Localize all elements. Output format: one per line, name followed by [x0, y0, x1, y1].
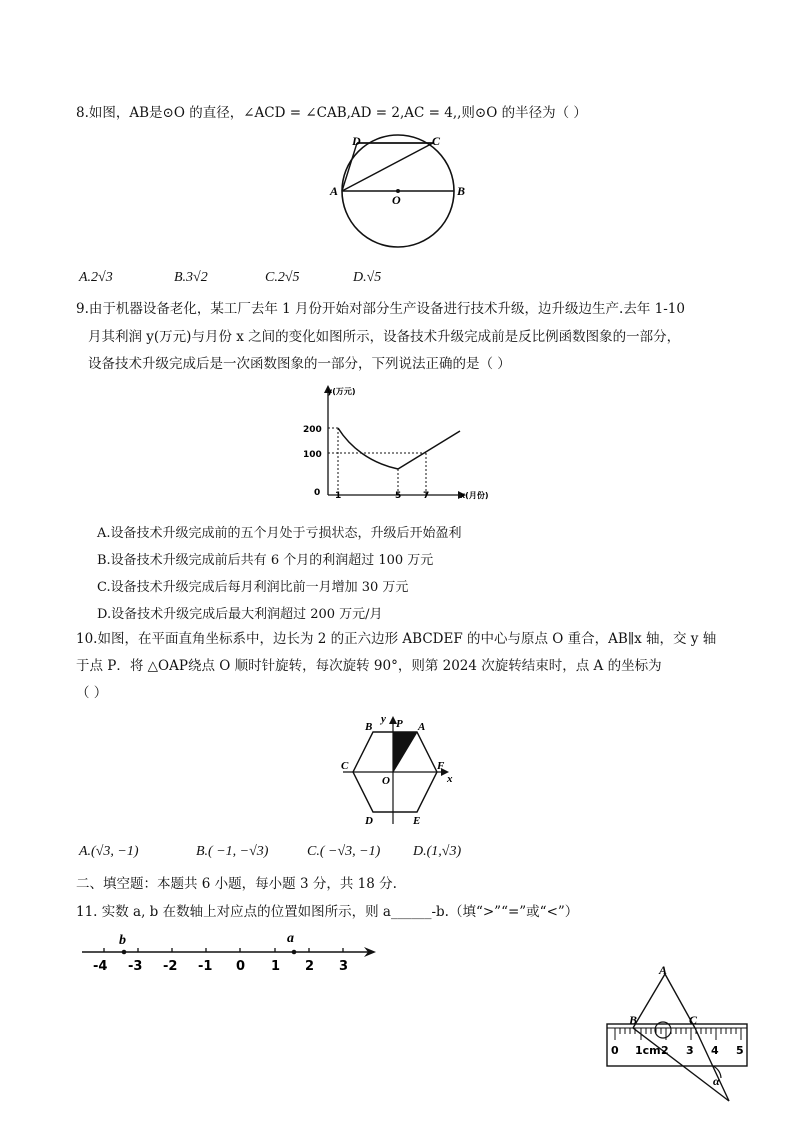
q11-tick-neg1: -1	[198, 959, 213, 974]
q10-option-c[interactable]: C.( −√3, −1)	[307, 844, 381, 859]
ruler-label-A: A	[659, 963, 668, 977]
q10-label-A: A	[418, 721, 426, 733]
ruler-tick-4: 4	[711, 1044, 719, 1057]
q8-label-A: A	[330, 184, 339, 198]
q11-tick-3: 3	[339, 959, 349, 974]
q10-label-E: E	[413, 815, 421, 827]
q9-x-tick-7: 7	[423, 491, 430, 501]
q10-option-b[interactable]: B.( −1, −√3)	[196, 844, 269, 859]
q8-label-D: D	[352, 134, 361, 148]
ruler-tick-5: 5	[736, 1044, 744, 1057]
q10-label-D: D	[365, 815, 373, 827]
ruler-tick-3: 3	[686, 1044, 694, 1057]
q8-label-B: B	[457, 184, 466, 198]
q10-label-C: C	[341, 760, 349, 772]
section-fill-in-heading: 二、填空题：本题共 6 小题，每小题 3 分，共 18 分.	[76, 876, 397, 892]
q8-label-C: C	[432, 134, 441, 148]
q9-option-b[interactable]: B.设备技术升级完成前后共有 6 个月的利润超过 100 万元	[97, 553, 434, 568]
ruler-label-alpha: α	[713, 1074, 720, 1088]
q10-label-F: F	[437, 760, 445, 772]
q9-y-tick-200: 200	[303, 425, 322, 435]
q10-label-x: x	[447, 773, 453, 785]
q8-option-d[interactable]: D.√5	[353, 270, 382, 285]
q9-option-c[interactable]: C.设备技术升级完成后每月利润比前一月增加 30 万元	[97, 580, 409, 595]
ruler-tick-1cm: 1cm	[635, 1044, 661, 1057]
q9-stem-line3: 设备技术升级完成后是一次函数图象的一部分，下列说法正确的是（ ）	[88, 356, 511, 372]
q9-stem-line1: 9.由于机器设备老化，某工厂去年 1 月份开始对部分生产设备进行技术升级，边升级边生产.去年 1-10	[76, 301, 685, 317]
q9-profit-graph	[300, 383, 500, 508]
q10-stem-line1: 10.如图，在平面直角坐标系中，边长为 2 的正六边形 ABCDEF 的中心与原点 O 重合，AB∥x 轴，交 y 轴	[76, 631, 717, 647]
q9-option-a[interactable]: A.设备技术升级完成前的五个月处于亏损状态，升级后开始盈利	[97, 526, 462, 541]
q11-label-a: a	[287, 931, 294, 946]
q11-number-line	[78, 928, 388, 973]
q11-tick-1: 1	[271, 959, 281, 974]
q10-hexagon-figure	[337, 712, 467, 832]
q9-x-tick-5: 5	[395, 491, 402, 501]
q8-option-c[interactable]: C.2√5	[265, 270, 300, 285]
q10-option-a[interactable]: A.(√3, −1)	[79, 844, 139, 859]
ruler-label-C: C	[689, 1013, 698, 1027]
q11-tick-neg4: -4	[93, 959, 108, 974]
q9-x-tick-1: 1	[335, 491, 342, 501]
q9-option-d[interactable]: D.设备技术升级完成后最大利润超过 200 万元/月	[97, 607, 383, 622]
q9-stem-line2: 月其利润 y(万元)与月份 x 之间的变化如图所示，设备技术升级完成前是反比例函数图象的一部分，	[88, 329, 681, 345]
q10-option-d[interactable]: D.(1,√3)	[413, 844, 462, 859]
q9-y-axis-label: y(万元)	[327, 387, 356, 396]
q11-tick-2: 2	[305, 959, 315, 974]
q11-tick-neg2: -2	[163, 959, 178, 974]
q10-label-O: O	[382, 775, 390, 787]
q11-label-b: b	[119, 933, 126, 948]
ruler-triangle-figure	[603, 963, 753, 1106]
q8-label-O: O	[392, 193, 401, 207]
q8-stem: 8.如图，AB是⊙O 的直径，∠ACD = ∠CAB,AD = 2,AC = 4,,则⊙O 的半径为（ ）	[76, 105, 587, 121]
q9-x-axis-label: x(月份)	[460, 491, 489, 500]
ruler-tick-0: 0	[611, 1044, 619, 1057]
q9-origin: 0	[314, 488, 321, 498]
q10-label-B: B	[365, 721, 373, 733]
q11-tick-0: 0	[236, 959, 246, 974]
ruler-tick-2: 2	[661, 1044, 669, 1057]
q10-label-P: P	[396, 718, 403, 730]
q10-stem-line2: 于点 P．将 △OAP绕点 O 顺时针旋转，每次旋转 90°，则第 2024 次旋转结束时，点 A 的坐标为	[76, 658, 662, 674]
q8-circle-figure	[330, 130, 470, 255]
q11-stem: 11. 实数 a, b 在数轴上对应点的位置如图所示，则 a______-b.（填“>”“=”或“<”）	[76, 904, 579, 920]
q9-y-tick-100: 100	[303, 450, 322, 460]
q10-label-y: y	[381, 713, 386, 725]
q10-stem-line3: （ ）	[76, 685, 108, 701]
ruler-label-B: B	[629, 1013, 638, 1027]
q11-tick-neg3: -3	[128, 959, 143, 974]
q8-option-a[interactable]: A.2√3	[79, 270, 113, 285]
q8-option-b[interactable]: B.3√2	[174, 270, 208, 285]
